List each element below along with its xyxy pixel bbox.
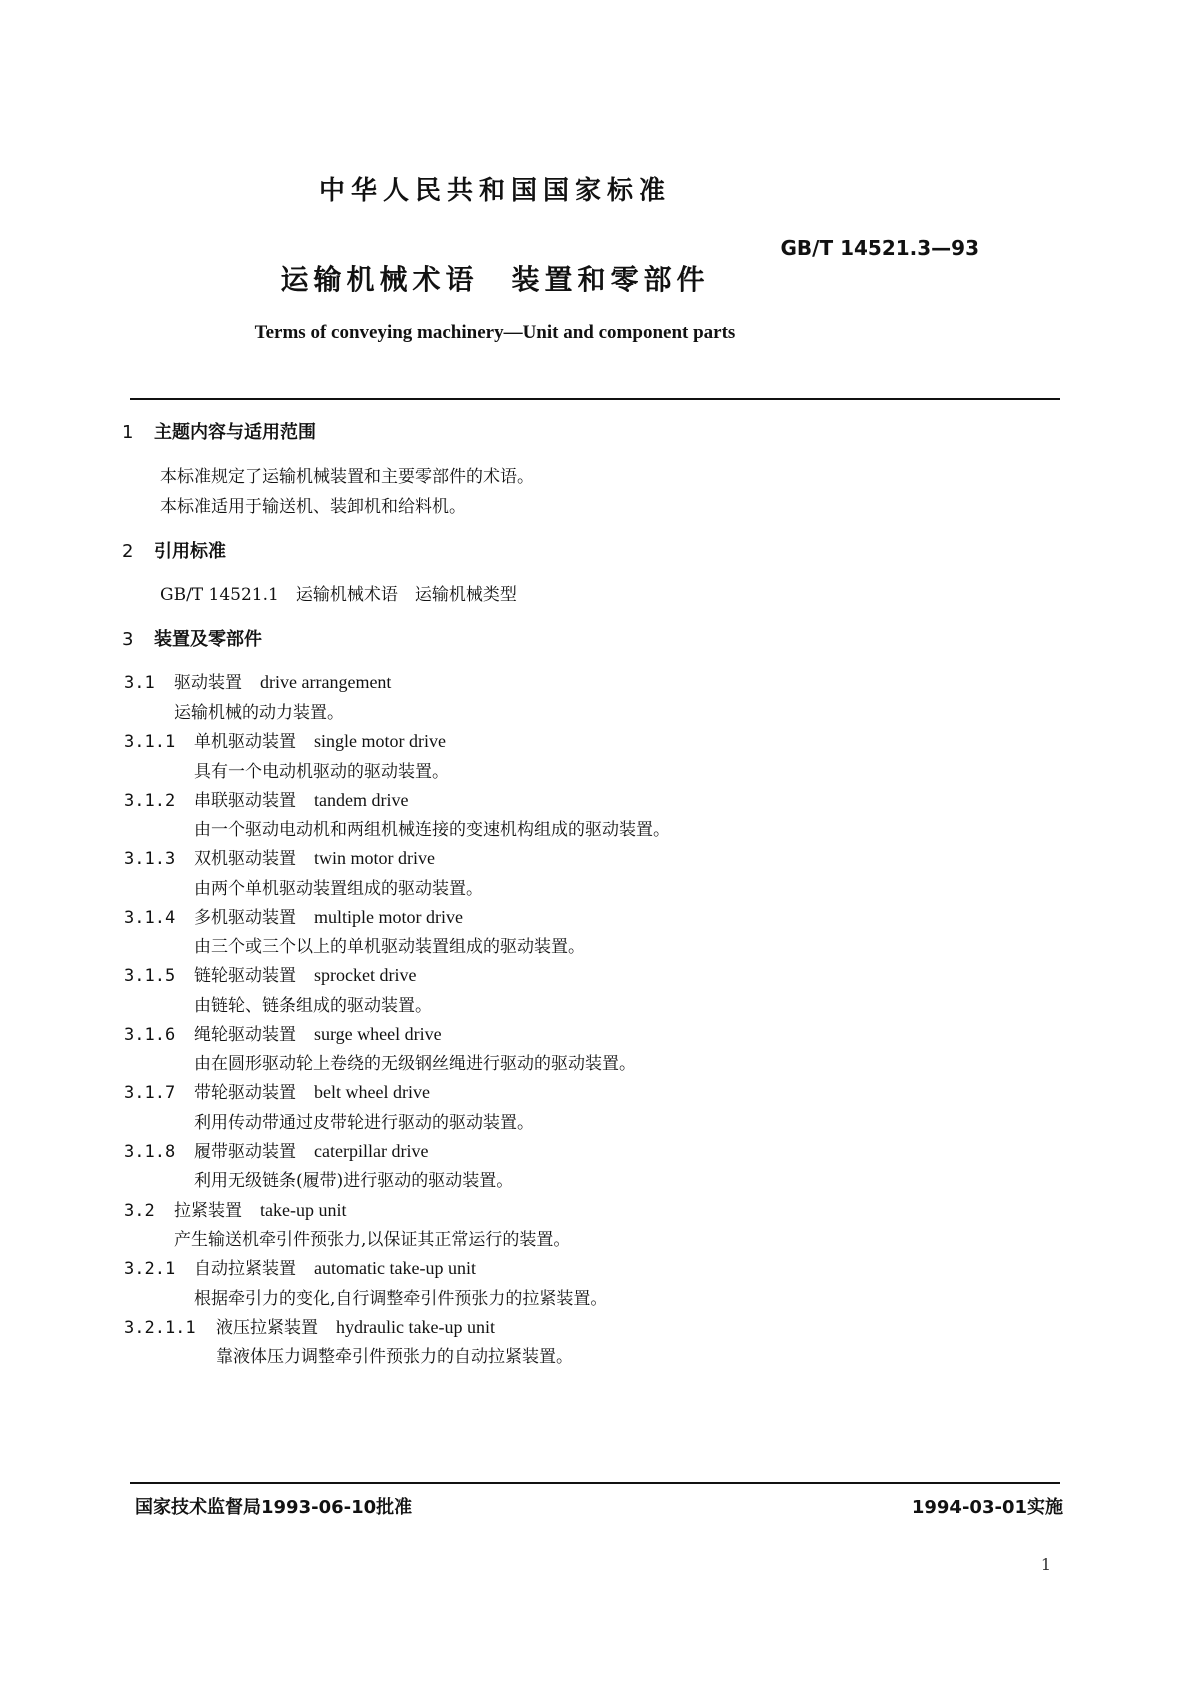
section-number: 2 [122, 541, 134, 562]
term-zh: 驱动装置 [174, 673, 242, 693]
term-definition: 具有一个电动机驱动的驱动装置。 [194, 762, 449, 782]
term-definition: 由在圆形驱动轮上卷绕的无级钢丝绳进行驱动的驱动装置。 [194, 1054, 636, 1074]
clause-number: 3.1.6 [124, 1025, 176, 1045]
header-rule [130, 398, 1060, 400]
term-zh: 自动拉紧装置 [194, 1259, 296, 1279]
term-en: sprocket drive [314, 965, 417, 985]
clause-number: 3.1.8 [124, 1142, 176, 1162]
term-entry [124, 844, 435, 869]
term-definition: 根据牵引力的变化,自行调整牵引件预张力的拉紧装置。 [194, 1289, 608, 1309]
document-title-zh: 运输机械术语 装置和零部件 [280, 263, 710, 296]
term-entry [124, 903, 463, 928]
term-entry [124, 668, 391, 693]
term-entry [124, 1196, 346, 1221]
section-3-heading [122, 625, 262, 651]
clause-number: 3.2 [124, 1201, 155, 1221]
term-definition: 由三个或三个以上的单机驱动装置组成的驱动装置。 [194, 937, 585, 957]
term-definition: 由链轮、链条组成的驱动装置。 [194, 996, 432, 1016]
clause-number: 3.1.3 [124, 849, 176, 869]
term-definition: 由两个单机驱动装置组成的驱动装置。 [194, 879, 483, 899]
section-number: 1 [122, 422, 134, 443]
standard-number: GB/T 14521.3—93 [780, 236, 979, 260]
clause-number: 3.1.1 [124, 732, 176, 752]
term-definition: 产生输送机牵引件预张力,以保证其正常运行的装置。 [174, 1230, 571, 1250]
term-zh: 链轮驱动装置 [194, 966, 296, 986]
page-number: 1 [1040, 1555, 1051, 1574]
normative-reference: GB/T 14521.1 运输机械术语 运输机械类型 [160, 585, 517, 605]
term-en: belt wheel drive [314, 1082, 430, 1102]
approval-date: 国家技术监督局1993-06-10批准 [135, 1497, 413, 1518]
term-entry [124, 961, 416, 986]
term-entry [124, 1078, 430, 1103]
national-standard-heading: 中华人民共和国国家标准 [318, 176, 671, 206]
term-zh: 液压拉紧装置 [216, 1318, 318, 1338]
term-zh: 绳轮驱动装置 [194, 1025, 296, 1045]
effective-date: 1994-03-01实施 [911, 1497, 1063, 1518]
section-title: 装置及零部件 [154, 629, 262, 650]
term-en: caterpillar drive [314, 1141, 429, 1161]
term-entry [124, 727, 446, 752]
section-title: 主题内容与适用范围 [154, 422, 316, 443]
term-en: automatic take-up unit [314, 1258, 476, 1278]
term-en: drive arrangement [260, 672, 392, 692]
term-en: multiple motor drive [314, 907, 463, 927]
term-en: tandem drive [314, 790, 409, 810]
term-en: hydraulic take-up unit [336, 1317, 495, 1337]
term-entry [124, 1254, 476, 1279]
term-zh: 单机驱动装置 [194, 732, 296, 752]
term-zh: 双机驱动装置 [194, 849, 296, 869]
clause-number: 3.1.4 [124, 908, 176, 928]
term-zh: 带轮驱动装置 [194, 1083, 296, 1103]
application-paragraph: 本标准适用于输送机、装卸机和给料机。 [160, 497, 466, 517]
term-entry [124, 1020, 442, 1045]
clause-number: 3.1 [124, 673, 155, 693]
term-definition: 由一个驱动电动机和两组机械连接的变速机构组成的驱动装置。 [194, 820, 670, 840]
term-definition: 利用传动带通过皮带轮进行驱动的驱动装置。 [194, 1113, 534, 1133]
scope-paragraph: 本标准规定了运输机械装置和主要零部件的术语。 [160, 467, 534, 487]
term-en: take-up unit [260, 1200, 347, 1220]
term-definition: 运输机械的动力装置。 [174, 703, 344, 723]
term-definition: 利用无级链条(履带)进行驱动的驱动装置。 [194, 1171, 514, 1191]
clause-number: 3.1.2 [124, 791, 176, 811]
term-entry [124, 786, 408, 811]
term-definition: 靠液体压力调整牵引件预张力的自动拉紧装置。 [216, 1347, 573, 1367]
clause-number: 3.2.1 [124, 1259, 176, 1279]
clause-number: 3.1.7 [124, 1083, 176, 1103]
section-number: 3 [122, 629, 134, 650]
clause-number: 3.2.1.1 [124, 1318, 196, 1338]
term-zh: 串联驱动装置 [194, 791, 296, 811]
document-title-en: Terms of conveying machinery—Unit and component parts [254, 322, 736, 343]
term-en: single motor drive [314, 731, 446, 751]
term-zh: 拉紧装置 [174, 1201, 242, 1221]
term-zh: 履带驱动装置 [194, 1142, 296, 1162]
term-en: surge wheel drive [314, 1024, 442, 1044]
section-title: 引用标准 [154, 541, 226, 562]
section-2-heading [122, 537, 226, 563]
section-1-heading [122, 418, 316, 444]
term-en: twin motor drive [314, 848, 435, 868]
term-zh: 多机驱动装置 [194, 908, 296, 928]
term-entry [124, 1137, 428, 1162]
clause-number: 3.1.5 [124, 966, 176, 986]
footer-rule [130, 1482, 1060, 1484]
term-entry [124, 1313, 495, 1338]
